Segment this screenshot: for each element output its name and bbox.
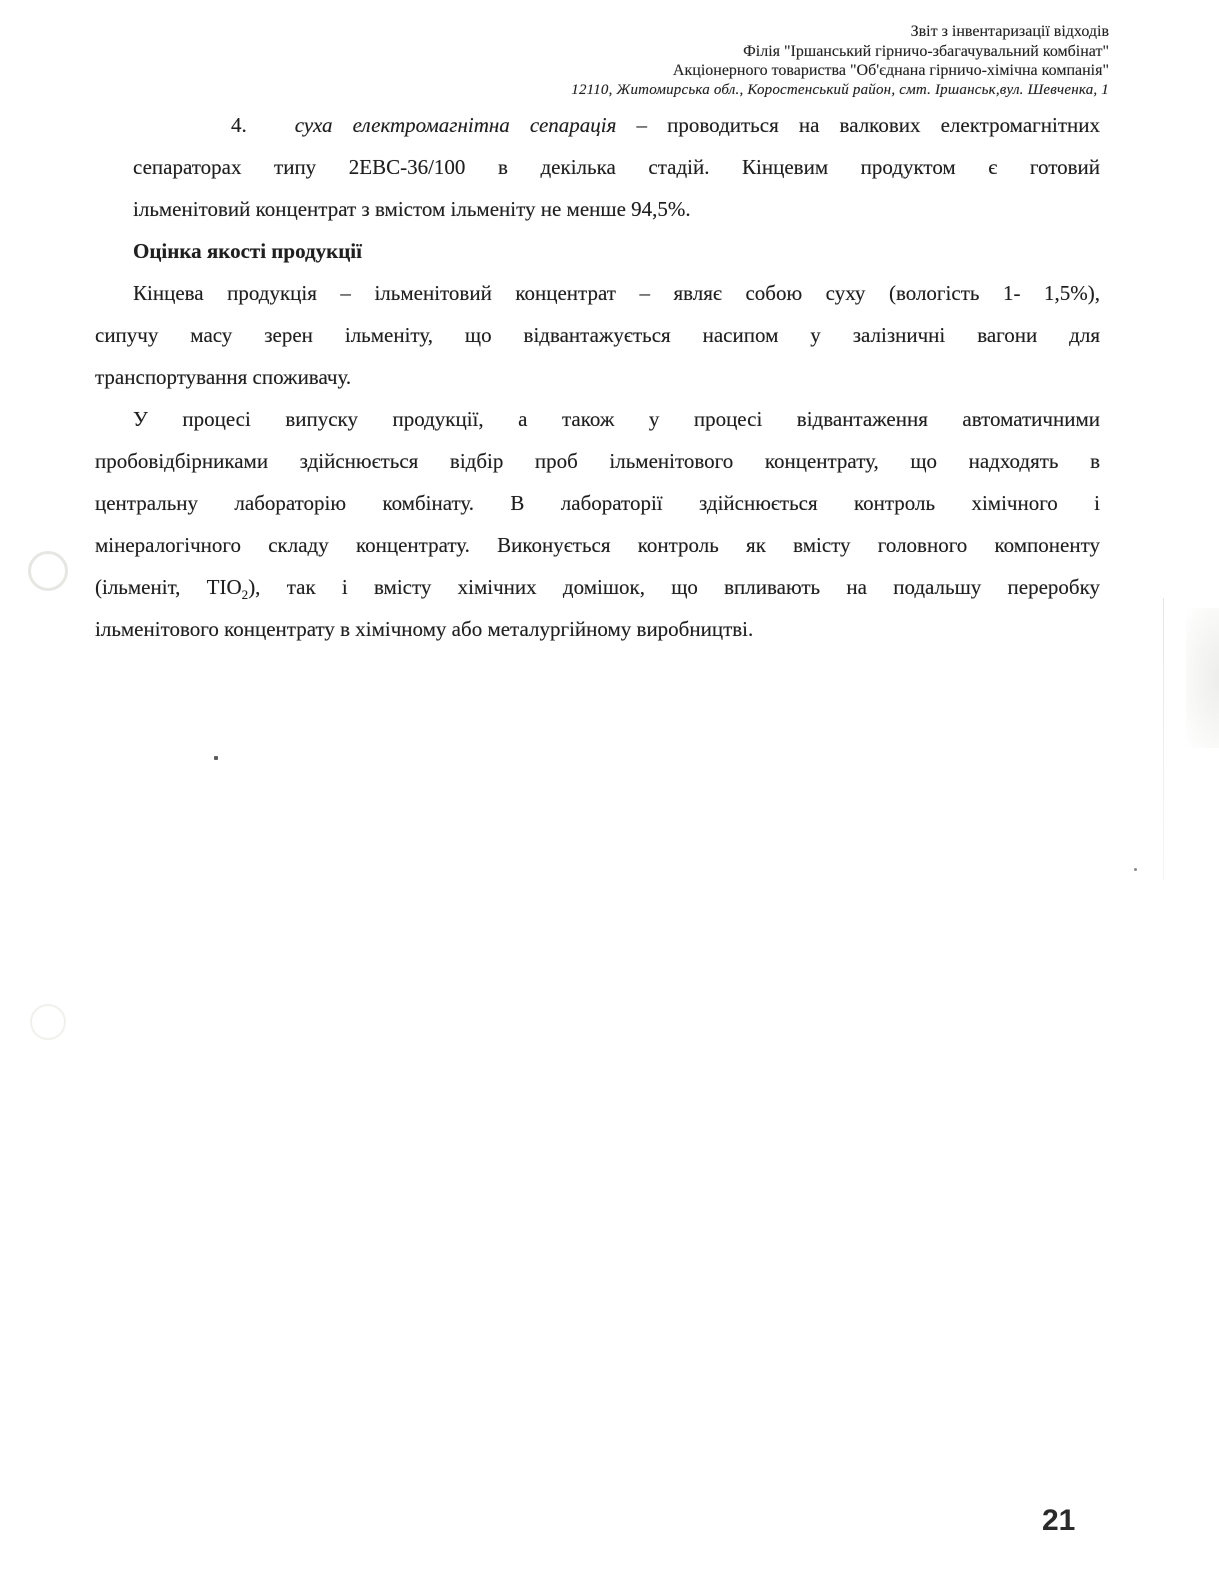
list-item-4-line-1	[133, 104, 1100, 146]
page-number: 21	[1042, 1504, 1076, 1537]
paragraph-quality-line-2: сипучу масу зерен ільменіту, що відвантажується насипом у залізничні вагони для	[95, 323, 1100, 347]
header-report-title: Звіт з інвентаризації відходів	[910, 23, 1109, 40]
document-header	[160, 22, 1109, 100]
scan-edge-smudge	[1186, 608, 1219, 748]
formula-text-after: ), так і вмісту хімічних домішок, що впливають на подальшу переробку	[248, 575, 1100, 599]
list-item-number: 4.	[231, 113, 247, 137]
list-item-4-line-2: сепараторах типу 2ЕВС-36/100 в декілька стадій. Кінцевим продуктом є готовий	[133, 155, 1100, 179]
paragraph-control-line-5	[95, 566, 1100, 608]
paragraph-control-line-3: центральну лабораторію комбінату. В лабораторії здійснюється контроль хімічного і	[95, 491, 1100, 515]
paragraph-control-line-6: ільменітового концентрату в хімічному або металургійному виробництві.	[95, 617, 754, 641]
hole-punch-shadow-bottom	[30, 1004, 66, 1040]
formula-subscript: 2	[241, 587, 249, 603]
scan-speck-small	[1134, 868, 1137, 871]
formula-text-before: (ільменіт, ТІО	[95, 575, 242, 599]
scan-vertical-line-artifact	[1163, 598, 1164, 880]
scan-speck	[214, 756, 218, 760]
paragraph-control-line-2: пробовідбірниками здійснюється відбір проб ільменітового концентрату, що надходять в	[95, 449, 1100, 473]
paragraph-quality	[95, 272, 1100, 398]
header-address: 12110, Житомирська обл., Коростенський район, смт. Іршанськ,вул. Шевченка, 1	[571, 81, 1109, 98]
document-body	[95, 104, 1100, 650]
list-item-term-italic: суха електромагнітна сепарація	[294, 113, 617, 137]
paragraph-control-line-1: У процесі випуску продукції, а також у процесі відвантаження автоматичними	[133, 407, 1100, 431]
paragraph-control	[95, 398, 1100, 650]
list-item-4-line-3: ільменітовий концентрат з вмістом ільменіту не менше 94,5%.	[133, 197, 691, 221]
paragraph-quality-line-3: транспортування споживачу.	[95, 365, 352, 389]
list-item-text: – проводиться на валкових електромагнітних	[616, 113, 1100, 137]
header-company-name: Акціонерного товариства "Об'єднана гірничо-хімічна компанія"	[672, 62, 1109, 79]
paragraph-quality-line-1: Кінцева продукція – ільменітовий концентрат – являє собою суху (вологість 1- 1,5%),	[133, 281, 1100, 305]
list-item-4	[133, 104, 1100, 230]
section-heading-quality: Оцінка якості продукції	[133, 239, 362, 263]
hole-punch-shadow-top	[28, 551, 68, 591]
paragraph-control-line-4: мінералогічного складу концентрату. Виконується контроль як вмісту головного компоненту	[95, 533, 1100, 557]
header-branch-name: Філія "Іршанський гірничо-збагачувальний комбінат"	[743, 42, 1109, 60]
